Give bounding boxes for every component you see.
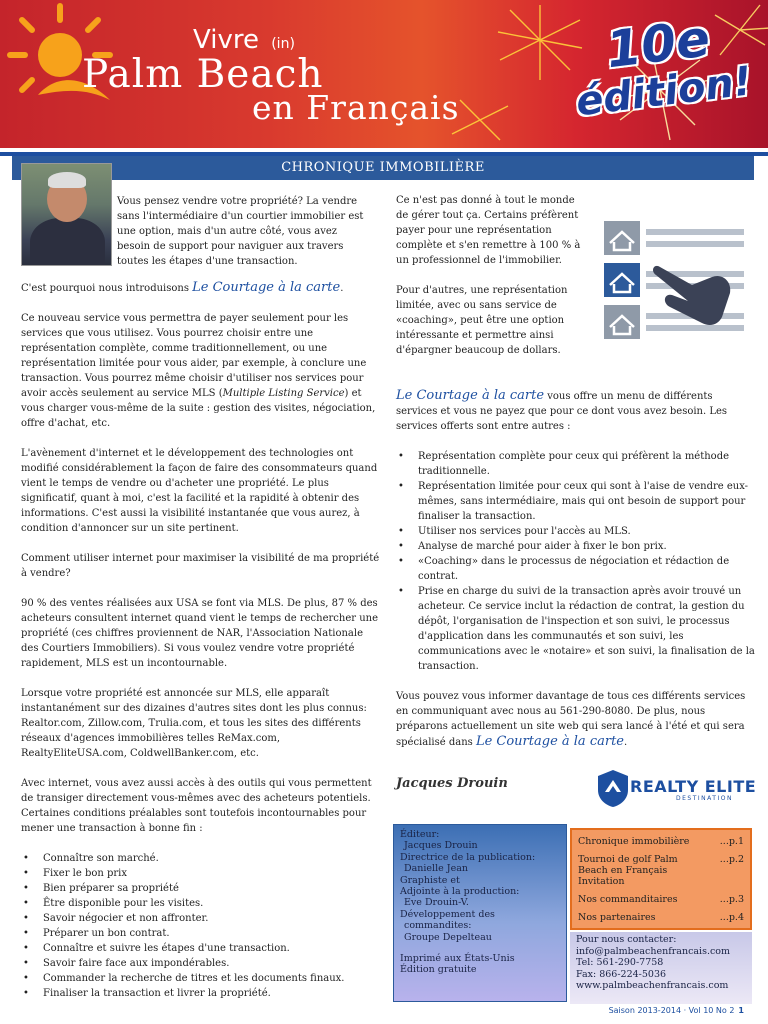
realty-elite-subtitle: DESTINATION — [676, 795, 733, 802]
credit-line: Jacques Drouin — [404, 840, 478, 852]
column-left — [21, 280, 381, 1001]
credit-line: Danielle Jean — [404, 863, 468, 875]
paragraph: Le Courtage à la carte vous offre un menu de différents services et vous ne payez que pour ce dont vous avez besoin. Les services offerts sont entre autres : — [396, 388, 728, 432]
paragraph: Comment utiliser internet pour maximiser la visibilité de ma propriété à vendre? — [21, 553, 380, 579]
credit-line: Groupe Depelteau — [404, 931, 492, 943]
list-item: • Fixer le bon prix — [21, 866, 381, 881]
list-item: • «Coaching» dans le processus de négociation et rédaction de contrat. — [396, 554, 756, 584]
paragraph: Pour d'autres, une représentation limitée, avec ou sans service de «coaching», peut être une option intéressante et permettre ainsi d'épargner beaucoup de dollars. — [396, 285, 568, 356]
contact-tel: Tel: 561-290-7758 — [576, 957, 664, 969]
contact-title: Pour nous contacter: — [576, 934, 677, 945]
page-number: 1 — [738, 1006, 744, 1015]
list-item: • Commander la recherche de titres et les documents finaux. — [21, 971, 381, 986]
author-photo — [21, 163, 112, 266]
contact-email-link[interactable]: info@palmbeachenfrancais.com — [576, 945, 731, 957]
list-item: • Savoir faire face aux impondérables. — [21, 956, 381, 971]
list-item: • Bien préparer sa propriété — [21, 881, 381, 896]
credit-line — [400, 943, 560, 953]
toc-item[interactable]: Nos commanditaires ...p.3 — [578, 894, 744, 905]
edition-badge: 10e édition! — [573, 9, 755, 126]
credit-line: Édition gratuite — [400, 964, 477, 976]
toc-item[interactable]: Nos partenaires ...p.4 — [578, 912, 744, 923]
contact-fax: Fax: 866-224-5036 — [576, 968, 667, 980]
credit-line: Directrice de la publication: — [400, 851, 536, 863]
signature: Jacques Drouin — [396, 776, 508, 791]
list-item: • Utiliser nos services pour l'accès au MLS. — [396, 524, 756, 539]
list-item: • Être disponible pour les visites. — [21, 896, 381, 911]
list-item: • Représentation complète pour ceux qui préfèrent la méthode traditionnelle. — [396, 449, 756, 479]
paragraph: Ce nouveau service vous permettra de payer seulement pour les services que vous utilisez. Vous pourrez choisir entre une représentation complète, comme traditionnellement, ou une représentation limitée pour vous aider, par exemple, à conclure une transaction. Vous pourrez même choisir d'utiliser nos services pour avoir accès seulement au service MLS (Multiple Listing Service) et vous charger vous-même de la suite : gestion des visites, négociation, offre d'achat, etc. — [21, 313, 376, 429]
list-item: • Finaliser la transaction et livrer la propriété. — [21, 986, 381, 1001]
credit-line: Imprimé aux États-Unis — [400, 953, 515, 965]
paragraph: Ce n'est pas donné à tout le monde de gérer tout ça. Certains préfèrent payer pour une représentation complète et s'en remettre à 100 % à un professionnel de l'immobilier. — [396, 195, 581, 266]
banner-vivre: Vivre (in) — [193, 25, 295, 55]
credits-box — [393, 824, 567, 1002]
credit-line: commandites: — [404, 920, 472, 932]
services-list — [396, 449, 756, 674]
credit-line: Développement des — [400, 908, 495, 920]
paragraph: L'avènement d'internet et le développement des technologies ont modifié considérablement la façon de faire des consommateurs quand vient le temps de vendre ou d'acheter une propriété. Le plus significatif, quant à moi, c'est la facilité et la rapidité à obtenir des informations. C'est aussi la visibilité instantanée que vous aurez, à condition d'annoncer sur un site pertinent. — [21, 448, 378, 534]
toc-item[interactable]: Chronique immobilière ...p.1 — [578, 836, 744, 847]
paragraph: 90 % des ventes réalisées aux USA se font via MLS. De plus, 87 % des acheteurs consultent internet quand vient le temps de rechercher une propriété (ces chiffres proviennent de NAR, l'Association Nationale des Courtiers Immobiliers). Si vous voulez vendre votre propriété rapidement, MLS est un incontournable. — [21, 598, 379, 669]
toc-item[interactable]: Tournoi de golf Palm Beach en Français Invitation ...p.2 — [578, 854, 744, 887]
table-of-contents — [570, 828, 752, 930]
section-title: CHRONIQUE IMMOBILIÈRE — [12, 156, 754, 180]
list-item: • Connaître et suivre les étapes d'une transaction. — [21, 941, 381, 956]
credit-line: Graphiste et — [400, 874, 460, 886]
paragraph: Vous pouvez vous informer davantage de tous ces différents services en communiquant avec nous au 561-290-8080. De plus, nous préparons actuellement un site web qui sera lancé à l'été et qui sera spécialisé dans Le Courtage à la carte. — [396, 691, 746, 749]
credit-line: Éditeur: — [400, 829, 440, 840]
menu-selection-icon — [600, 215, 748, 345]
credit-line: Eve Drouin-V. — [404, 897, 469, 909]
column-right-top — [396, 193, 586, 373]
paragraph: C'est pourquoi nous introduisons Le Courtage à la carte. — [21, 280, 344, 295]
list-item: • Prise en charge du suivi de la transaction après avoir trouvé un acheteur. Ce service inclut la rédaction de contrat, la gestion du dépôt, l'organisation de l'inspection et son suivi, le processus d'application dans les communautés et son suivi, les communications avec le «notaire» et son suivi, la finalisation de la transaction. — [396, 584, 756, 674]
list-item: • Représentation limitée pour ceux qui sont à l'aise de vendre eux-mêmes, sans intermédiaire, mais qui ont besoin de support pour finaliser la transaction. — [396, 479, 756, 524]
contact-website-link[interactable]: www.palmbeachenfrancais.com — [576, 980, 729, 992]
list-item: • Analyse de marché pour aider à fixer le bon prix. — [396, 539, 756, 554]
credit-line: Adjointe à la production: — [400, 886, 520, 898]
bullet-list — [21, 851, 381, 1001]
header-banner — [0, 0, 768, 148]
intro-paragraph: Vous pensez vendre votre propriété? La vendre sans l'intermédiaire d'un courtier immobilier est une option, mais d'un autre côté, vous avez besoin de support pour naviguer aux travers toutes les étapes d'une transaction. — [117, 196, 364, 267]
page-footer: Saison 2013-2014 · Vol 10 No 2 1 — [608, 1006, 744, 1015]
column-right — [396, 388, 756, 765]
list-item: • Connaître son marché. — [21, 851, 381, 866]
list-item: • Savoir négocier et non affronter. — [21, 911, 381, 926]
paragraph: Avec internet, vous avez aussi accès à des outils qui vous permettent de transiger directement vous-mêmes avec des acheteurs potentiels. Certaines conditions préalables sont toutefois incontournables pour mener une transaction à bonne fin : — [21, 778, 372, 834]
realty-elite-shield-icon — [596, 768, 630, 808]
banner-en-francais: en Français — [252, 88, 460, 127]
paragraph: Lorsque votre propriété est annoncée sur MLS, elle apparaît instantanément sur des dizaines d'autres sites dont les plus connus: Realtor.com, Zillow.com, Trulia.com, et tous les sites des différents réseaux d'agences immobilières telles ReMax.com, RealtyEliteUSA.com, ColdwellBanker.com, etc. — [21, 688, 367, 759]
realty-elite-logo: REALTY ELITE — [630, 777, 757, 796]
banner-palm-beach: Palm Beach — [82, 52, 324, 97]
list-item: • Préparer un bon contrat. — [21, 926, 381, 941]
contact-box — [570, 932, 752, 1004]
